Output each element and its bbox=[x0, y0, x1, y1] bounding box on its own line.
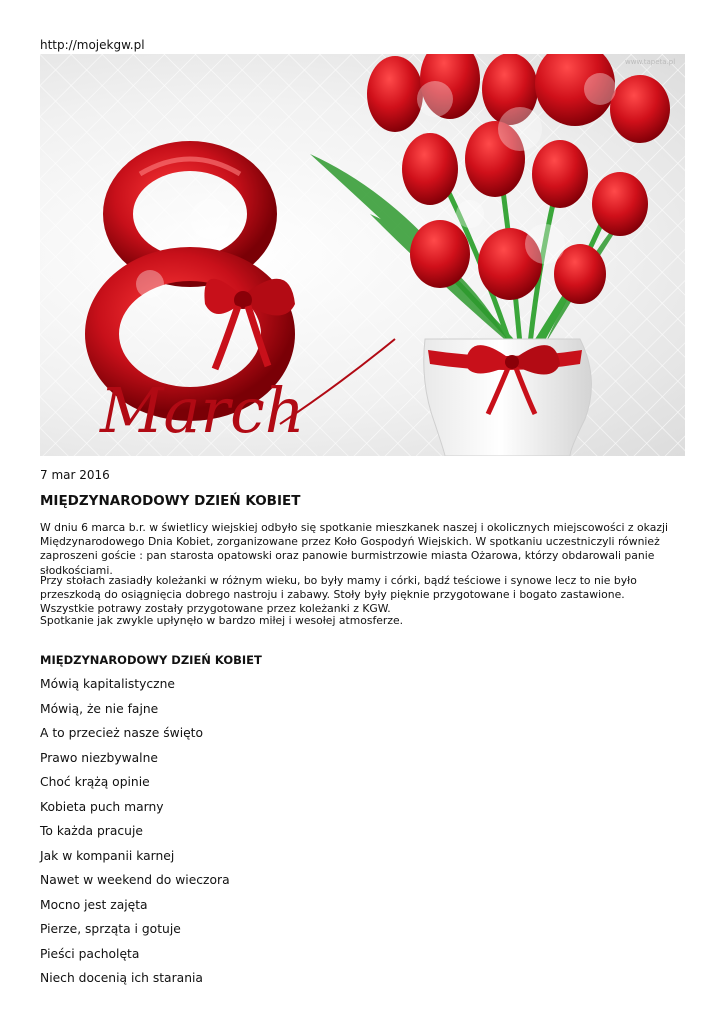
poem-line: Pieści pacholęta bbox=[40, 946, 140, 961]
poem-lines bbox=[40, 676, 230, 995]
poem-line: Pierze, sprząta i gotuje bbox=[40, 922, 181, 936]
svg-text:www.tapeta.pl: www.tapeta.pl bbox=[625, 58, 676, 66]
poem-line: A to przecież nasze święto bbox=[40, 726, 204, 740]
poem-line: Choć krążą opinie bbox=[40, 775, 150, 789]
poem-line: Mówią kapitalistyczne bbox=[40, 677, 175, 691]
post-date: 7 mar 2016 bbox=[40, 468, 110, 482]
poem-line: Mówią, że nie fajne bbox=[40, 701, 159, 716]
post-paragraph-1: W dniu 6 marca b.r. w świetlicy wiejskiej odbyło się spotkanie mieszkanek naszej i okolicznych miejscowości z okazji Międzynarodowego Dnia Kobiet, zorganizowane przez Koło Gospodyń Wiejskich. W spotkaniu uczestniczyli również zaproszeni goście : pan starosta opatowski oraz panowie burmistrzowie miasta Ożarowa, którzy obdarowali panie słodkościami. bbox=[40, 521, 668, 577]
poem-line: To każda pracuje bbox=[40, 824, 143, 838]
post-paragraph-2: Przy stołach zasiadły koleżanki w różnym wieku, bo były mamy i córki, bądź teściowe i synowe lecz to nie było przeszkodą do osiągnięcia dobrego nastroju i zabawy. Stoły były pięknie przygotowane i bogato zastawione. Wszystkie potrawy zostały przygotowane przez koleżanki z KGW. bbox=[40, 574, 637, 616]
poem-line: Kobieta puch marny bbox=[40, 799, 164, 814]
post-paragraph-3: Spotkanie jak zwykle upłynęło w bardzo miłej i wesołej atmosferze. bbox=[40, 614, 404, 627]
poem-title: MIĘDZYNARODOWY DZIEŃ KOBIET bbox=[40, 653, 262, 667]
poem-line: Jak w kompanii karnej bbox=[40, 848, 175, 863]
post-title: MIĘDZYNARODOWY DZIEŃ KOBIET bbox=[40, 493, 301, 509]
hero-image-8-march bbox=[40, 54, 685, 456]
vase-graphic bbox=[424, 339, 592, 456]
poem-line: Niech docenią ich starania bbox=[40, 971, 203, 985]
svg-text:March: March bbox=[100, 374, 305, 447]
poem-line: Mocno jest zajęta bbox=[40, 897, 148, 912]
poem-line: Nawet w weekend do wieczora bbox=[40, 873, 230, 887]
poem-line: Prawo niezbywalne bbox=[40, 750, 158, 765]
source-url[interactable]: http://mojekgw.pl bbox=[40, 38, 145, 52]
